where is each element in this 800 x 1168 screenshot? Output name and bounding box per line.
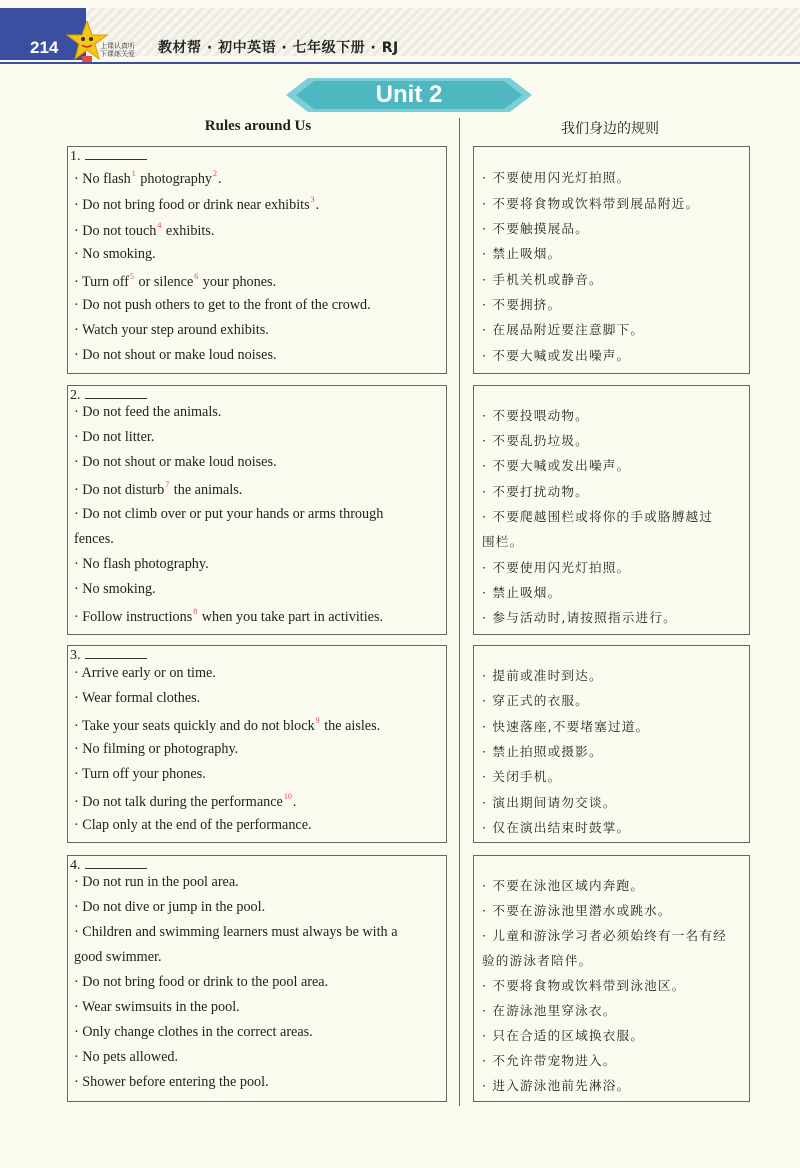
rule-line-english [74, 766, 206, 783]
rule-text: when you take part in activities. [198, 609, 384, 625]
answer-blank[interactable] [85, 858, 147, 869]
rule-line-english [74, 506, 383, 523]
rule-line-english [74, 817, 312, 834]
column-divider [459, 118, 460, 1106]
title-english: Rules around Us [204, 118, 312, 134]
rule-text: · Children and swimming learners must always be with a [74, 924, 398, 940]
footnote-marker: 9 [315, 716, 320, 725]
rule-line-english [74, 899, 265, 916]
rule-line-chinese: · 禁止吸烟。 [482, 246, 562, 261]
rule-line-english [74, 246, 156, 263]
section-number-label: 4. [70, 858, 81, 873]
rule-line-english [74, 607, 383, 626]
section-box-english [67, 645, 447, 843]
section-number-label: 2. [70, 388, 81, 403]
rule-line-english [74, 1024, 313, 1041]
rule-line-chinese: · 禁止拍照或摄影。 [482, 744, 603, 759]
rule-line-chinese: · 不要大喊或发出噪声。 [482, 458, 631, 473]
footnote-marker: 7 [165, 480, 170, 489]
rule-text: · Clap only at the end of the performance. [74, 817, 312, 833]
rule-line-chinese: · 不要将食物或饮料带到展品附近。 [482, 196, 700, 211]
rule-line-english [74, 404, 221, 421]
rule-line-chinese: · 提前或准时到达。 [482, 668, 603, 683]
rule-line-english [74, 690, 200, 707]
rule-line-english [74, 454, 277, 471]
rule-text: · Shower before entering the pool. [74, 1074, 269, 1090]
rule-text: · Do not run in the pool area. [74, 874, 239, 890]
rule-line-english [74, 480, 242, 499]
rule-line-english [74, 272, 276, 291]
section-number-label: 3. [70, 648, 81, 663]
rule-line-chinese: · 不要打扰动物。 [482, 484, 589, 499]
rule-text: · Do not feed the animals. [74, 404, 222, 420]
rule-line-chinese: · 不要投喂动物。 [482, 408, 589, 423]
rule-line-chinese: · 在展品附近要注意脚下。 [482, 322, 645, 337]
rule-line-chinese: · 关闭手机。 [482, 769, 562, 784]
rule-text: . [218, 171, 222, 187]
section-box-chinese [473, 146, 750, 374]
rule-line-english [74, 531, 114, 548]
section-number [70, 858, 147, 874]
section-number [70, 648, 147, 664]
rule-line-chinese: · 不要乱扔垃圾。 [482, 433, 589, 448]
rule-line-english [74, 1049, 178, 1066]
rule-text: · No flash [74, 171, 131, 187]
section-box-chinese [473, 645, 750, 843]
rule-line-english [74, 716, 380, 735]
page-header [0, 0, 800, 64]
rule-line-chinese: · 儿童和游泳学习者必须始终有一名有经 [482, 928, 727, 943]
rule-line-english [74, 999, 240, 1016]
rule-text: good swimmer. [74, 949, 162, 965]
rule-text: · Turn off your phones. [74, 766, 206, 782]
rule-line-english [74, 924, 398, 941]
answer-blank[interactable] [85, 149, 147, 160]
rule-line-chinese: · 禁止吸烟。 [482, 585, 562, 600]
rule-line-english [74, 665, 216, 682]
rule-line-english [74, 429, 154, 446]
rule-line-chinese: 验的游泳者陪伴。 [482, 953, 593, 968]
footnote-marker: 6 [194, 272, 199, 281]
footnote-marker: 2 [213, 169, 218, 178]
rule-text: . [315, 197, 320, 213]
rule-line-english [74, 556, 209, 573]
rule-text: photography [136, 171, 213, 187]
rule-text: · Take your seats quickly and do not block [74, 718, 315, 734]
footnote-marker: 1 [131, 169, 136, 178]
section-box-english [67, 385, 447, 635]
rule-text: · No smoking. [74, 246, 156, 262]
rule-text: · Do not shout or make loud noises. [74, 347, 277, 363]
section-box-chinese [473, 855, 750, 1102]
rule-line-chinese: · 不要将食物或饮料带到泳池区。 [482, 978, 686, 993]
rule-text: · Do not climb over or put your hands or arms through [74, 506, 384, 522]
rule-line-chinese: · 不要在游泳池里潜水或跳水。 [482, 903, 672, 918]
rule-line-chinese: · 只在合适的区域换衣服。 [482, 1028, 645, 1043]
rule-line-english [74, 874, 239, 891]
rule-line-english [74, 195, 319, 214]
rule-line-chinese: · 在游泳池里穿泳衣。 [482, 1003, 617, 1018]
rule-text: · Only change clothes in the correct areas. [74, 1024, 313, 1040]
book-title: 教材帮 · 初中英语 · 七年级下册 · RJ [158, 40, 399, 56]
rule-text: · Do not touch [74, 223, 157, 239]
unit-banner [286, 78, 532, 112]
rule-line-english [74, 974, 328, 991]
rule-text: · No flash photography. [74, 556, 209, 572]
rule-line-english [74, 221, 214, 240]
rule-text: · Do not talk during the performance [74, 794, 283, 810]
rule-text: · No smoking. [74, 581, 156, 597]
rule-text: · Wear swimsuits in the pool. [74, 999, 240, 1015]
footnote-marker: 8 [193, 607, 198, 616]
rule-text: · No filming or photography. [74, 741, 239, 757]
rule-text: or silence [134, 274, 194, 290]
rule-line-english [74, 297, 371, 314]
rule-text: your phones. [199, 274, 277, 290]
rule-line-chinese: · 不要使用闪光灯拍照。 [482, 560, 631, 575]
rule-text: · Do not bring food or drink to the pool area. [74, 974, 329, 990]
rule-text: · Follow instructions [74, 609, 193, 625]
header-rule [0, 62, 800, 64]
rule-text: · Do not disturb [74, 482, 165, 498]
rule-line-english [74, 581, 156, 598]
rule-text: · Do not shout or make loud noises. [74, 454, 277, 470]
section-number [70, 388, 147, 404]
rule-line-chinese: · 演出期间请勿交谈。 [482, 795, 617, 810]
rule-line-english [74, 1074, 269, 1091]
title-chinese: 我们身边的规则 [561, 121, 659, 137]
rule-line-chinese: · 不要爬越围栏或将你的手或胳膊越过 [482, 509, 714, 524]
rule-line-chinese: · 手机关机或静音。 [482, 272, 603, 287]
rule-line-chinese: · 不要大喊或发出噪声。 [482, 348, 631, 363]
rule-line-chinese: · 仅在演出结束时鼓掌。 [482, 820, 631, 835]
rule-line-chinese: · 不要使用闪光灯拍照。 [482, 170, 631, 185]
rule-line-english [74, 949, 162, 966]
unit-title: Unit 2 [375, 81, 443, 108]
rule-line-chinese: · 快速落座,不要堵塞过道。 [482, 719, 650, 734]
rule-line-chinese: · 穿正式的衣服。 [482, 693, 589, 708]
section-number-label: 1. [70, 149, 81, 164]
rule-line-chinese: 围栏。 [482, 534, 524, 549]
rule-line-chinese: · 进入游泳池前先淋浴。 [482, 1078, 631, 1093]
footnote-marker: 4 [157, 221, 162, 230]
rule-line-chinese: · 不要触摸展品。 [482, 221, 589, 236]
rule-text: · Do not litter. [74, 429, 155, 445]
footnote-marker: 3 [310, 195, 315, 204]
answer-blank[interactable] [85, 388, 147, 399]
rule-line-english [74, 741, 238, 758]
rule-line-chinese: · 参与活动时,请按照指示进行。 [482, 610, 677, 625]
rule-line-english [74, 169, 222, 188]
rule-line-chinese: · 不要拥挤。 [482, 297, 562, 312]
rule-line-english [74, 322, 269, 339]
section-number [70, 149, 147, 165]
rule-text: · Wear formal clothes. [74, 690, 201, 706]
rule-text: · Do not bring food or drink near exhibits [74, 197, 310, 213]
rule-text: · Watch your step around exhibits. [74, 322, 269, 338]
rule-line-english [74, 792, 296, 811]
rule-text: the aisles. [320, 718, 381, 734]
rule-line-english [74, 347, 277, 364]
rule-text: fences. [74, 531, 114, 547]
rule-text: · Turn off [74, 274, 129, 290]
rule-text: . [292, 794, 297, 810]
footnote-marker: 10 [283, 792, 292, 801]
section-box-english [67, 146, 447, 374]
section-box-english [67, 855, 447, 1102]
footnote-marker: 5 [129, 272, 134, 281]
section-box-chinese [473, 385, 750, 635]
rule-line-chinese: · 不要在泳池区域内奔跑。 [482, 878, 645, 893]
rule-line-chinese: · 不允许带宠物进入。 [482, 1053, 617, 1068]
rule-text: · Do not push others to get to the front of the crowd. [74, 297, 371, 313]
rule-text: · No pets allowed. [74, 1049, 179, 1065]
page-number: 214 [30, 38, 59, 57]
rule-text: the animals. [170, 482, 243, 498]
rule-text: · Do not dive or jump in the pool. [74, 899, 266, 915]
rule-text: exhibits. [162, 223, 215, 239]
header-slogan: 上课认真听 下课练关爱 [100, 42, 135, 58]
answer-blank[interactable] [85, 648, 147, 659]
rule-text: · Arrive early or on time. [74, 665, 216, 681]
